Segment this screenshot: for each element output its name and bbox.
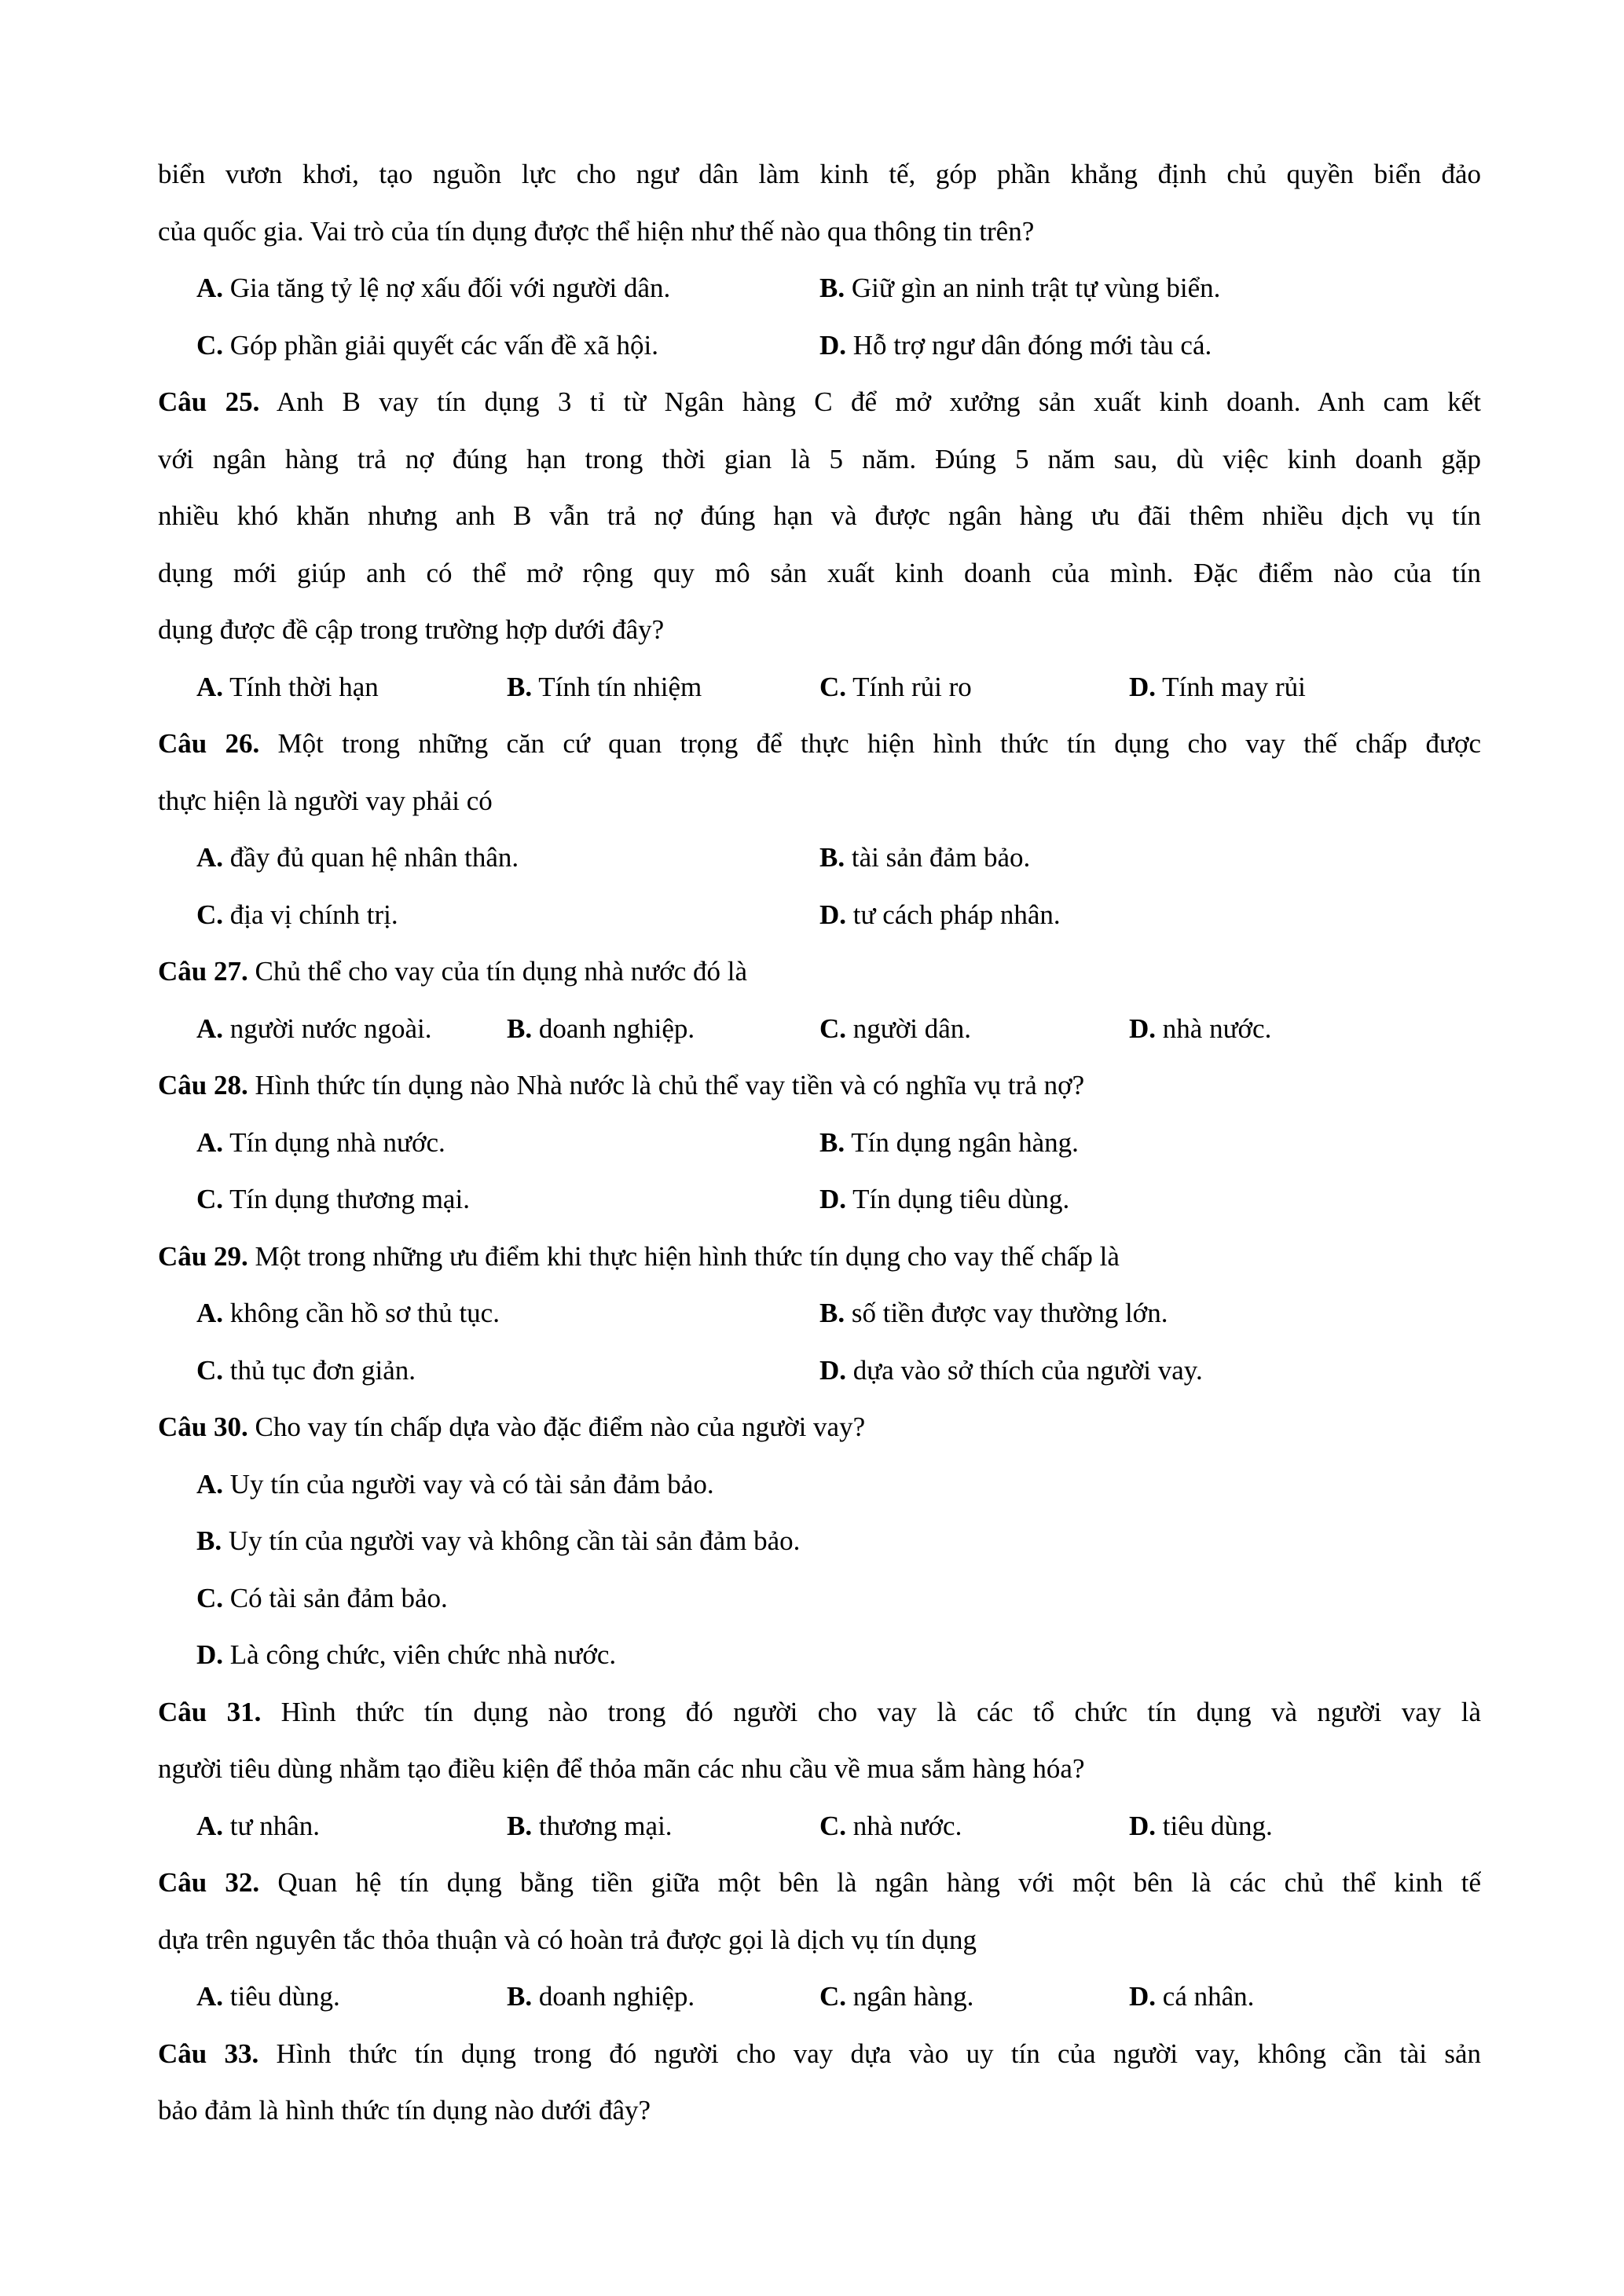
- options-row: [158, 1285, 1481, 1342]
- option-letter: C.: [196, 1582, 224, 1613]
- option-letter: D.: [1129, 671, 1157, 702]
- answer-option: [507, 1798, 673, 1855]
- option-text: tiêu dùng.: [1162, 1810, 1273, 1841]
- question-text: Hình thức tín dụng trong đó người cho vay dựa vào uy tín của người vay, không cần tài sản: [258, 2038, 1481, 2069]
- question-text: Một trong những ưu điểm khi thực hiện hình thức tín dụng cho vay thế chấp là: [247, 1240, 1120, 1272]
- option-text: thủ tục đơn giản.: [229, 1354, 416, 1386]
- question-text-line: [158, 431, 1481, 489]
- question-text-line: [158, 943, 1481, 1001]
- options-row: [158, 1342, 1481, 1400]
- answer-option: [196, 1342, 416, 1400]
- option-letter: C.: [819, 1013, 847, 1044]
- question-text: Hình thức tín dụng nào trong đó người cho vay là các tổ chức tín dụng và người vay là: [261, 1696, 1481, 1727]
- option-letter: C.: [819, 1981, 847, 2012]
- option-letter: B.: [819, 1126, 845, 1158]
- option-text: tiêu dùng.: [229, 1981, 340, 2012]
- options-row: [158, 317, 1481, 375]
- question-block: [158, 716, 1481, 943]
- option-letter: B.: [507, 671, 533, 702]
- question-text: dụng được đề cập trong trường hợp dưới đây?: [158, 614, 665, 645]
- option-text: Hỗ trợ ngư dân đóng mới tàu cá.: [852, 329, 1212, 361]
- question-text-line: [158, 1399, 1481, 1456]
- question-text: thực hiện là người vay phải có: [158, 785, 493, 816]
- exam-page: [158, 146, 1481, 2140]
- option-letter: A.: [196, 1298, 224, 1328]
- question-text-line: [158, 2082, 1481, 2140]
- question-number: Câu 28.: [158, 1070, 248, 1100]
- option-text: Góp phần giải quyết các vấn đề xã hội.: [229, 329, 659, 361]
- option-text: Tín dụng tiêu dùng.: [852, 1184, 1070, 1214]
- question-block: [158, 1684, 1481, 1855]
- question-text-line: [158, 2026, 1481, 2083]
- question-text-line: [158, 1912, 1481, 1969]
- option-text: Tín dụng thương mại.: [229, 1184, 470, 1214]
- answer-option: [196, 887, 398, 944]
- option-letter: A.: [196, 1810, 224, 1841]
- question-text: người tiêu dùng nhằm tạo điều kiện để thỏa mãn các nhu cầu về mua sắm hàng hóa?: [158, 1753, 1085, 1784]
- option-text: người dân.: [852, 1013, 972, 1044]
- option-text: Gia tăng tỷ lệ nợ xấu đối với người dân.: [229, 273, 671, 303]
- answer-option: [819, 1342, 1203, 1400]
- question-text-line: [158, 1057, 1481, 1115]
- options-row: [158, 1456, 1481, 1514]
- question-number: Câu 27.: [158, 956, 248, 987]
- options-row: [158, 1513, 1481, 1570]
- answer-option: [819, 317, 1212, 375]
- option-text: cá nhân.: [1162, 1981, 1255, 2012]
- options-row: [158, 1968, 1481, 2026]
- option-letter: D.: [819, 1354, 847, 1386]
- options-row: [158, 1570, 1481, 1628]
- answer-option: [819, 659, 972, 716]
- answer-option: [196, 1968, 340, 2026]
- options-row: [158, 1627, 1481, 1684]
- option-letter: A.: [196, 671, 224, 702]
- option-text: Tín dụng nhà nước.: [229, 1126, 445, 1158]
- question-text-line: [158, 488, 1481, 545]
- question-text-line: [158, 773, 1481, 830]
- answer-option: [196, 1171, 470, 1229]
- question-text: nhiều khó khăn nhưng anh B vẫn trả nợ đúng hạn và được ngân hàng ưu đãi thêm nhiều dịch vụ tín: [158, 500, 1481, 531]
- question-block: [158, 2026, 1481, 2140]
- answer-option: [1129, 1798, 1273, 1855]
- options-row: [158, 829, 1481, 887]
- answer-option: [507, 1968, 695, 2026]
- option-text: tư cách pháp nhân.: [852, 899, 1061, 930]
- question-text: bảo đảm là hình thức tín dụng nào dưới đây?: [158, 2095, 651, 2126]
- option-letter: B.: [819, 273, 845, 303]
- answer-option: [196, 1798, 320, 1855]
- answer-option: [819, 260, 1220, 317]
- question-text: Một trong những căn cứ quan trọng để thực hiện hình thức tín dụng cho vay thế chấp được: [259, 728, 1481, 759]
- answer-option: [196, 1115, 445, 1172]
- option-letter: A.: [196, 842, 224, 873]
- option-text: Uy tín của người vay và không cần tài sản đảm bảo.: [228, 1525, 801, 1556]
- option-letter: A.: [196, 1126, 224, 1158]
- question-text: biển vươn khơi, tạo nguồn lực cho ngư dân làm kinh tế, góp phần khẳng định chủ quyền biển đảo: [158, 159, 1481, 189]
- answer-option: [819, 1171, 1069, 1229]
- option-text: người nước ngoài.: [229, 1013, 432, 1044]
- option-text: tư nhân.: [229, 1810, 321, 1841]
- option-letter: D.: [819, 899, 847, 930]
- question-text-line: [158, 1684, 1481, 1741]
- options-row: [158, 1115, 1481, 1172]
- question-block: [158, 146, 1481, 374]
- question-text: Chủ thể cho vay của tín dụng nhà nước đó là: [247, 956, 747, 987]
- question-block: [158, 943, 1481, 1057]
- option-letter: C.: [196, 329, 224, 361]
- question-text: của quốc gia. Vai trò của tín dụng được thể hiện như thế nào qua thông tin trên?: [158, 215, 1035, 247]
- option-letter: D.: [196, 1639, 224, 1670]
- answer-option: [196, 1001, 432, 1058]
- option-letter: A.: [196, 1981, 224, 2012]
- answer-option: [196, 317, 658, 375]
- option-text: dựa vào sở thích của người vay.: [852, 1354, 1203, 1386]
- option-text: nhà nước.: [1162, 1013, 1272, 1044]
- option-letter: D.: [1129, 1013, 1157, 1044]
- answer-option: [196, 1285, 500, 1342]
- option-text: tài sản đảm bảo.: [851, 842, 1031, 873]
- question-number: Câu 25.: [158, 386, 260, 417]
- question-text-line: [158, 203, 1481, 261]
- options-row: [158, 260, 1481, 317]
- answer-option: [1129, 1968, 1254, 2026]
- option-letter: D.: [1129, 1810, 1157, 1841]
- options-row: [158, 1001, 1481, 1058]
- answer-option: [819, 1001, 971, 1058]
- option-text: ngân hàng.: [852, 1981, 974, 2012]
- option-text: doanh nghiệp.: [538, 1013, 695, 1044]
- option-letter: B.: [507, 1981, 533, 2012]
- option-letter: A.: [196, 1013, 224, 1044]
- option-letter: D.: [819, 1184, 847, 1214]
- answer-option: [507, 659, 702, 716]
- question-number: Câu 30.: [158, 1412, 248, 1442]
- question-text: Quan hệ tín dụng bằng tiền giữa một bên là ngân hàng với một bên là các chủ thể kinh tế: [259, 1867, 1481, 1898]
- question-text: Hình thức tín dụng nào Nhà nước là chủ thể vay tiền và có nghĩa vụ trả nợ?: [247, 1070, 1085, 1100]
- answer-option: [507, 1001, 695, 1058]
- answer-option: [196, 659, 379, 716]
- option-letter: C.: [196, 899, 224, 930]
- option-text: Tín dụng ngân hàng.: [851, 1126, 1079, 1158]
- question-block: [158, 1399, 1481, 1684]
- question-block: [158, 374, 1481, 716]
- question-text-line: [158, 1741, 1481, 1798]
- question-number: Câu 32.: [158, 1867, 260, 1898]
- answer-option: [196, 260, 670, 317]
- question-block: [158, 1057, 1481, 1229]
- question-text-line: [158, 1229, 1481, 1286]
- options-row: [158, 1798, 1481, 1855]
- option-letter: B.: [507, 1810, 533, 1841]
- option-text: không cần hồ sơ thủ tục.: [229, 1298, 500, 1328]
- option-letter: B.: [819, 842, 845, 873]
- options-row: [158, 887, 1481, 944]
- option-letter: D.: [819, 329, 847, 361]
- option-text: số tiền được vay thường lớn.: [851, 1298, 1168, 1328]
- question-number: Câu 31.: [158, 1696, 262, 1727]
- answer-option: [819, 829, 1030, 887]
- option-letter: A.: [196, 273, 224, 303]
- option-letter: B.: [196, 1525, 222, 1556]
- question-text: Cho vay tín chấp dựa vào đặc điểm nào của người vay?: [247, 1412, 866, 1442]
- question-block: [158, 1229, 1481, 1400]
- option-text: đầy đủ quan hệ nhân thân.: [229, 842, 519, 873]
- answer-option: [1129, 1001, 1271, 1058]
- option-text: Tính thời hạn: [229, 671, 379, 702]
- question-text-line: [158, 1855, 1481, 1912]
- question-number: Câu 26.: [158, 728, 260, 759]
- option-letter: A.: [196, 1468, 224, 1500]
- option-text: nhà nước.: [852, 1810, 962, 1841]
- options-row: [158, 659, 1481, 716]
- question-text: dựa trên nguyên tắc thỏa thuận và có hoàn trả được gọi là dịch vụ tín dụng: [158, 1924, 977, 1955]
- answer-option: [819, 1285, 1168, 1342]
- option-text: doanh nghiệp.: [538, 1981, 695, 2012]
- answer-option: [819, 1798, 962, 1855]
- answer-option: [819, 887, 1061, 944]
- answer-option: [819, 1115, 1079, 1172]
- answer-option: [196, 1570, 448, 1628]
- option-text: Giữ gìn an ninh trật tự vùng biển.: [851, 273, 1221, 303]
- answer-option: [196, 1456, 714, 1514]
- option-letter: B.: [819, 1298, 845, 1328]
- answer-option: [819, 1968, 973, 2026]
- question-text: dụng mới giúp anh có thể mở rộng quy mô sản xuất kinh doanh của mình. Đặc điểm nào của tín: [158, 557, 1481, 588]
- question-text: với ngân hàng trả nợ đúng hạn trong thời gian là 5 năm. Đúng 5 năm sau, dù việc kinh doanh gặp: [158, 443, 1481, 474]
- question-block: [158, 1855, 1481, 2026]
- answer-option: [196, 1513, 800, 1570]
- option-text: Tính rủi ro: [852, 671, 972, 702]
- option-text: Tính tín nhiệm: [538, 671, 702, 702]
- question-number: Câu 29.: [158, 1240, 248, 1272]
- option-text: thương mại.: [538, 1810, 673, 1841]
- question-text-line: [158, 545, 1481, 602]
- option-letter: C.: [819, 1810, 847, 1841]
- option-text: Có tài sản đảm bảo.: [229, 1582, 448, 1613]
- option-text: Là công chức, viên chức nhà nước.: [229, 1639, 617, 1670]
- answer-option: [196, 829, 519, 887]
- question-number: Câu 33.: [158, 2038, 259, 2069]
- question-text-line: [158, 146, 1481, 203]
- option-text: Tính may rủi: [1162, 671, 1306, 702]
- option-text: địa vị chính trị.: [229, 899, 398, 930]
- question-text: Anh B vay tín dụng 3 tỉ từ Ngân hàng C để mở xưởng sản xuất kinh doanh. Anh cam kết: [259, 386, 1481, 417]
- option-letter: C.: [196, 1354, 224, 1386]
- options-row: [158, 1171, 1481, 1229]
- question-text-line: [158, 716, 1481, 773]
- option-letter: C.: [819, 671, 847, 702]
- option-letter: D.: [1129, 1981, 1157, 2012]
- answer-option: [1129, 659, 1306, 716]
- option-letter: B.: [507, 1013, 533, 1044]
- answer-option: [196, 1627, 616, 1684]
- option-text: Uy tín của người vay và có tài sản đảm bảo.: [229, 1468, 714, 1500]
- question-text-line: [158, 374, 1481, 431]
- option-letter: C.: [196, 1184, 224, 1214]
- question-text-line: [158, 602, 1481, 659]
